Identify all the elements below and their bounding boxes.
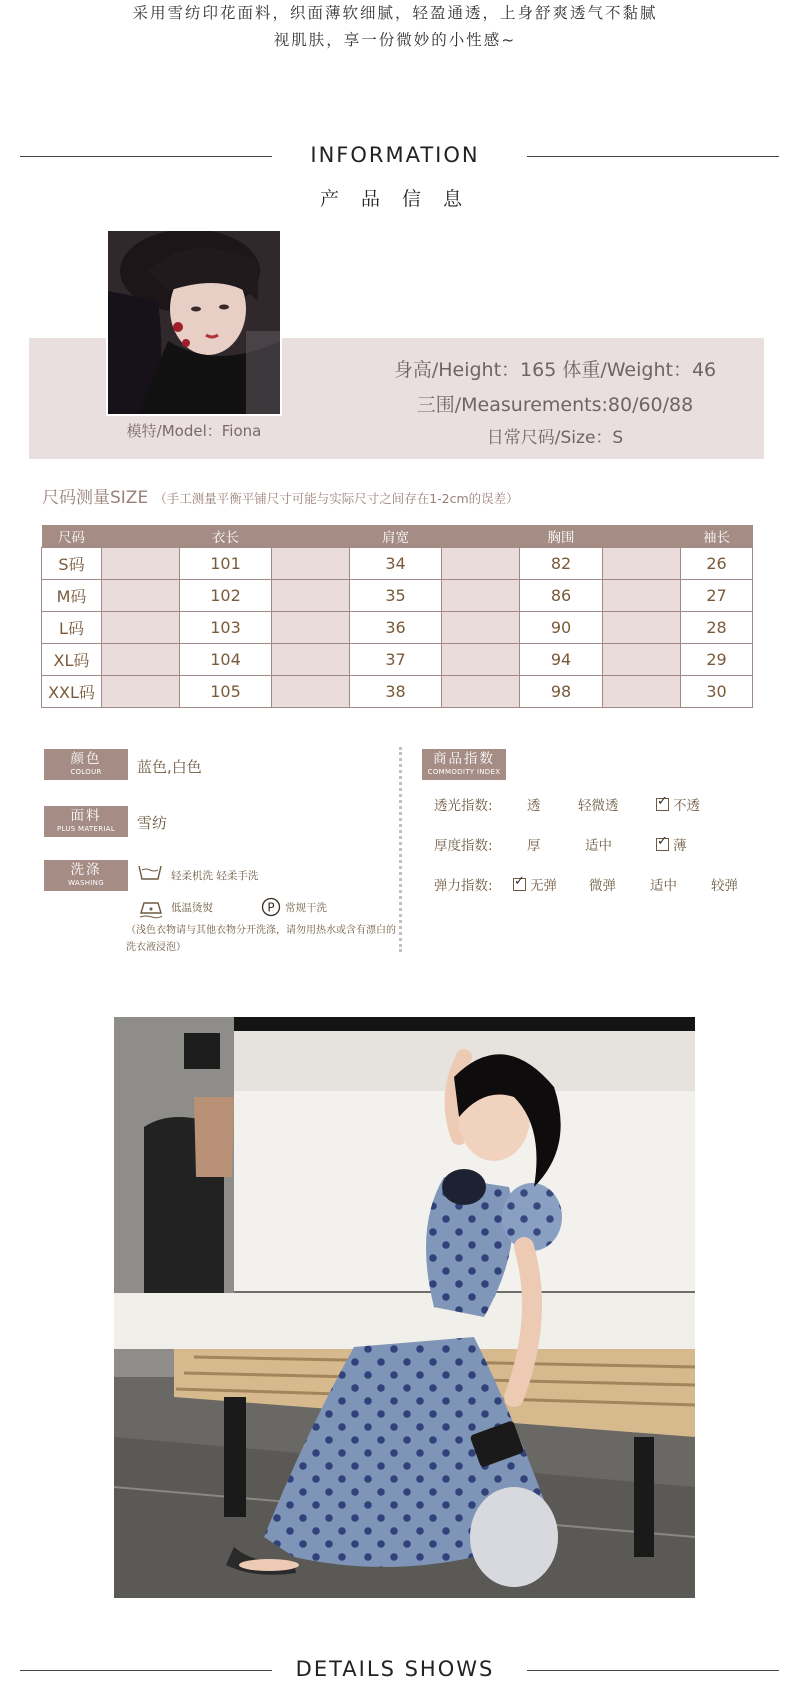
information-title: INFORMATION (310, 143, 480, 167)
color-tag (44, 749, 128, 780)
sleeve-value: 26 (681, 548, 753, 580)
elasticity-option: 适中 (650, 878, 677, 894)
thickness-option: 适中 (585, 838, 612, 854)
checkbox-checked-icon (656, 798, 669, 811)
commodity-index-tag (422, 749, 506, 780)
elasticity-option: 微弹 (589, 878, 616, 894)
information-subtitle: 产 品 信 息 (319, 188, 471, 210)
header-bust: 胸围 (520, 525, 603, 548)
material-tag-en: PLUS MATERIAL (56, 825, 116, 833)
commodity-index-en: COMMODITY INDEX (427, 768, 501, 776)
dry-clean-icon (261, 897, 281, 917)
shoulder-value: 35 (350, 580, 442, 612)
shoulder-value: 37 (350, 644, 442, 676)
size-label: XXL码 (42, 676, 102, 708)
header-size: 尺码 (42, 525, 102, 548)
elasticity-option-selected (513, 874, 557, 894)
material-tag (44, 806, 128, 837)
product-photo (114, 1017, 695, 1598)
bust-value: 90 (520, 612, 603, 644)
transparency-option-label: 不透 (673, 798, 700, 814)
length-value: 102 (180, 580, 272, 612)
length-value: 101 (180, 548, 272, 580)
model-photo (106, 229, 282, 416)
transparency-option: 轻微透 (578, 798, 619, 814)
iron-text: 低温烫熨 (171, 902, 213, 914)
color-tag-cn: 颜色 (70, 751, 102, 767)
intro-line-1: 采用雪纺印花面料，织面薄软细腻，轻盈通透，上身舒爽透气不黏腻 (132, 4, 658, 22)
panel-divider (399, 747, 402, 952)
thickness-option-label: 薄 (673, 838, 687, 854)
dry-clean-text: 常规干洗 (285, 902, 327, 914)
length-value: 104 (180, 644, 272, 676)
header-length: 衣长 (180, 525, 272, 548)
model-size: 日常尺码/Size：S (486, 428, 624, 448)
sleeve-value: 28 (681, 612, 753, 644)
table-row (42, 676, 753, 708)
bust-value: 82 (520, 548, 603, 580)
shoulder-value: 34 (350, 548, 442, 580)
checkbox-checked-icon (513, 878, 526, 891)
transparency-option-selected (656, 794, 700, 814)
elasticity-option-label: 无弹 (530, 878, 557, 894)
wash-basin-icon (137, 862, 163, 882)
shoulder-value: 36 (350, 612, 442, 644)
size-label: XL码 (42, 644, 102, 676)
size-label: L码 (42, 612, 102, 644)
washing-tag-cn: 洗涤 (70, 862, 102, 878)
size-label: M码 (42, 580, 102, 612)
transparency-option: 透 (527, 798, 541, 814)
shoulder-value: 38 (350, 676, 442, 708)
color-tag-en: COLOUR (70, 768, 102, 776)
sleeve-value: 29 (681, 644, 753, 676)
length-value: 103 (180, 612, 272, 644)
bust-value: 94 (520, 644, 603, 676)
washing-tag-en: WASHING (68, 879, 104, 887)
intro-line-2: 视肌肤，享一份微妙的小性感~ (273, 31, 517, 49)
elasticity-option: 较弹 (711, 878, 738, 894)
model-name: 模特/Model：Fiona (126, 422, 262, 440)
checkbox-checked-icon (656, 838, 669, 851)
model-measurements: 三围/Measurements:80/60/88 (416, 394, 694, 416)
sleeve-value: 30 (681, 676, 753, 708)
bust-value: 86 (520, 580, 603, 612)
thickness-option: 厚 (527, 838, 541, 854)
elasticity-label: 弹力指数: (434, 878, 493, 894)
size-label: S码 (42, 548, 102, 580)
washing-tag (44, 860, 128, 891)
header-shoulder: 肩宽 (350, 525, 442, 548)
thickness-option-selected (656, 834, 687, 854)
table-row (42, 548, 753, 580)
commodity-index-cn: 商品指数 (433, 751, 495, 767)
size-chart-title (42, 483, 519, 508)
size-chart-note: （手工测量平衡平铺尺寸可能与实际尺寸之间存在1-2cm的误差） (154, 491, 519, 506)
material-value: 雪纺 (137, 814, 168, 832)
svg-text:P: P (267, 900, 275, 915)
model-portrait-image (108, 231, 280, 414)
care-note: （浅色衣物请与其他衣物分开洗涤，请勿用热水或含有漂白的洗衣液浸泡） (126, 925, 396, 953)
size-table-header (42, 525, 753, 548)
size-chart-title-text: 尺码测量SIZE (42, 488, 149, 508)
table-row (42, 644, 753, 676)
length-value: 105 (180, 676, 272, 708)
bust-value: 98 (520, 676, 603, 708)
sleeve-value: 27 (681, 580, 753, 612)
model-height-weight: 身高/Height：165 体重/Weight：46 (393, 359, 717, 381)
dress-model-image (114, 1017, 695, 1598)
thickness-label: 厚度指数: (434, 838, 493, 854)
wash-machine-text: 轻柔机洗 轻柔手洗 (171, 870, 259, 882)
size-table (41, 525, 753, 708)
material-tag-cn: 面料 (70, 808, 102, 824)
details-title: DETAILS SHOWS (295, 1657, 495, 1681)
table-row (42, 612, 753, 644)
table-row (42, 580, 753, 612)
color-value: 蓝色,白色 (137, 758, 202, 776)
header-sleeve: 袖长 (681, 525, 753, 548)
transparency-label: 透光指数: (434, 798, 493, 814)
iron-icon (138, 897, 164, 919)
